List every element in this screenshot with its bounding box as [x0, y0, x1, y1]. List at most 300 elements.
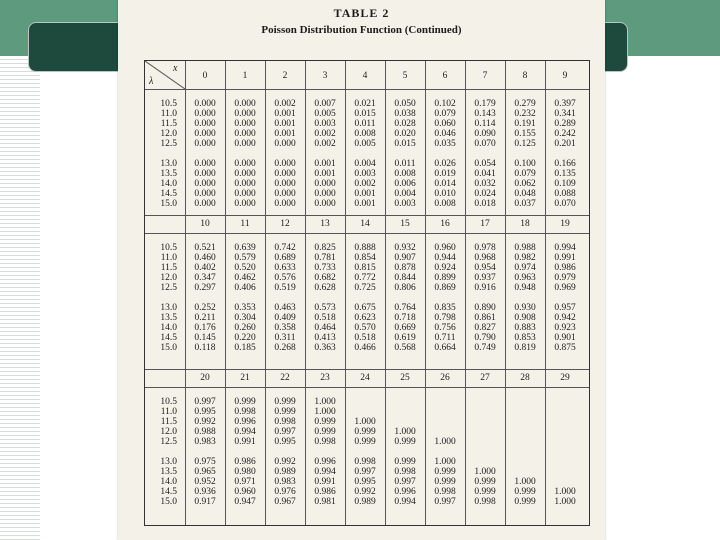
- table-cell: 0.998: [354, 457, 376, 467]
- table-cell: 0.997: [194, 397, 216, 407]
- lambda-label: 14.0: [160, 323, 177, 333]
- table-cell: 0.992: [274, 457, 296, 467]
- table-cell: 0.024: [474, 189, 496, 199]
- table-cell: 0.135: [554, 169, 576, 179]
- lambda-label: 15.0: [160, 199, 177, 209]
- table-cell: 0.114: [474, 119, 496, 129]
- table-cell: 0.021: [354, 99, 376, 109]
- table-cell: 0.000: [194, 189, 216, 199]
- x-header: 27: [480, 373, 490, 383]
- table-cell: 0.999: [314, 417, 336, 427]
- table-cell: 0.347: [194, 273, 216, 283]
- table-cell: 0.118: [194, 343, 216, 353]
- table-cell: 0.633: [274, 263, 296, 273]
- table-cell: 0.999: [274, 397, 296, 407]
- table-cell: 0.969: [554, 283, 576, 293]
- x-header: 19: [560, 219, 570, 229]
- table-cell: 0.968: [474, 253, 496, 263]
- table-cell: 0.806: [394, 283, 416, 293]
- lambda-label: 11.0: [160, 253, 177, 263]
- table-cell: 0.304: [234, 313, 256, 323]
- table-cell: 0.790: [474, 333, 496, 343]
- table-cell: 0.963: [514, 273, 536, 283]
- table-cell: 0.397: [554, 99, 576, 109]
- table-cell: 0.995: [274, 437, 296, 447]
- table-cell: 0.901: [554, 333, 576, 343]
- table-cell: 0.002: [354, 179, 376, 189]
- table-cell: 0.742: [274, 243, 296, 253]
- table-cell: 1.000: [514, 477, 536, 487]
- table-cell: 0.989: [354, 497, 376, 507]
- table-cell: 0.749: [474, 343, 496, 353]
- block-divider: [145, 215, 589, 216]
- table-cell: 0.000: [234, 159, 256, 169]
- table-cell: 0.981: [314, 497, 336, 507]
- table-cell: 0.100: [514, 159, 536, 169]
- table-cell: 0.000: [234, 179, 256, 189]
- lambda-label: 12.0: [160, 427, 177, 437]
- x-header: 5: [402, 71, 408, 81]
- x-header: 24: [360, 373, 370, 383]
- table-cell: 0.999: [474, 477, 496, 487]
- lambda-symbol: λ: [149, 76, 154, 87]
- table-cell: 0.413: [314, 333, 336, 343]
- x-header: 4: [362, 71, 368, 81]
- table-cell: 0.220: [234, 333, 256, 343]
- table-cell: 0.000: [234, 139, 256, 149]
- table-cell: 0.998: [314, 437, 336, 447]
- table-cell: 0.983: [194, 437, 216, 447]
- table-cell: 0.998: [274, 417, 296, 427]
- table-cell: 0.573: [314, 303, 336, 313]
- table-cell: 0.908: [514, 313, 536, 323]
- lambda-label: 14.5: [160, 189, 177, 199]
- table-cell: 0.268: [274, 343, 296, 353]
- table-cell: 1.000: [354, 417, 376, 427]
- table-cell: 0.279: [514, 99, 536, 109]
- table-cell: 0.960: [234, 487, 256, 497]
- table-cell: 0.917: [194, 497, 216, 507]
- table-cell: 0.998: [474, 497, 496, 507]
- x-header: 8: [522, 71, 528, 81]
- table-cell: 0.001: [274, 109, 296, 119]
- x-header: 15: [400, 219, 410, 229]
- table-cell: 0.179: [474, 99, 496, 109]
- table-cell: 0.997: [434, 497, 456, 507]
- table-cell: 0.932: [394, 243, 416, 253]
- table-cell: 0.001: [354, 199, 376, 209]
- table-cell: 0.001: [314, 169, 336, 179]
- table-cell: 0.462: [234, 273, 256, 283]
- table-cell: 0.005: [354, 139, 376, 149]
- x-header: 10: [200, 219, 210, 229]
- table-cell: 1.000: [314, 397, 336, 407]
- table-cell: 0.923: [554, 323, 576, 333]
- lambda-label: 11.0: [160, 109, 177, 119]
- lambda-label: 13.0: [160, 457, 177, 467]
- table-cell: 0.711: [434, 333, 456, 343]
- lambda-label: 10.5: [160, 243, 177, 253]
- table-cell: 0.996: [314, 457, 336, 467]
- table-cell: 0.999: [474, 487, 496, 497]
- table-cell: 0.001: [274, 119, 296, 129]
- x-symbol: x: [173, 63, 178, 74]
- table-cell: 0.999: [314, 427, 336, 437]
- table-cell: 0.001: [274, 129, 296, 139]
- table-cell: 0.924: [434, 263, 456, 273]
- table-cell: 0.861: [474, 313, 496, 323]
- x-header: 29: [560, 373, 570, 383]
- table-cell: 0.079: [514, 169, 536, 179]
- table-cell: 0.986: [314, 487, 336, 497]
- table-title: TABLE 2: [333, 6, 390, 20]
- table-cell: 0.639: [234, 243, 256, 253]
- x-header: 1: [242, 71, 248, 81]
- table-cell: 0.035: [434, 139, 456, 149]
- table-cell: 0.997: [354, 467, 376, 477]
- lambda-label: 11.0: [160, 407, 177, 417]
- table-cell: 0.989: [274, 467, 296, 477]
- table-cell: 0.070: [554, 199, 576, 209]
- table-cell: 0.260: [234, 323, 256, 333]
- lambda-label: 15.0: [160, 497, 177, 507]
- table-cell: 0.015: [394, 139, 416, 149]
- table-cell: 0.406: [234, 283, 256, 293]
- table-cell: 0.995: [194, 407, 216, 417]
- table-cell: 0.353: [234, 303, 256, 313]
- table-cell: 0.000: [234, 99, 256, 109]
- table-cell: 0.079: [434, 109, 456, 119]
- table-cell: 0.000: [194, 199, 216, 209]
- table-cell: 0.999: [354, 437, 376, 447]
- table-cell: 0.008: [394, 169, 416, 179]
- table-cell: 0.619: [394, 333, 416, 343]
- table-cell: 0.000: [274, 199, 296, 209]
- table-cell: 0.978: [474, 243, 496, 253]
- header-underline: [145, 89, 589, 90]
- table-cell: 0.155: [514, 129, 536, 139]
- table-cell: 0.986: [554, 263, 576, 273]
- lambda-label: 12.5: [160, 437, 177, 447]
- table-cell: 0.982: [514, 253, 536, 263]
- lambda-label: 12.0: [160, 273, 177, 283]
- table-cell: 0.869: [434, 283, 456, 293]
- table-cell: 0.003: [314, 119, 336, 129]
- lambda-label: 13.5: [160, 169, 177, 179]
- table-cell: 0.952: [194, 477, 216, 487]
- table-cell: 0.999: [234, 397, 256, 407]
- table-cell: 0.211: [194, 313, 216, 323]
- x-header: 0: [202, 71, 208, 81]
- table-cell: 0.519: [274, 283, 296, 293]
- table-cell: 0.000: [194, 179, 216, 189]
- lambda-label: 11.5: [160, 263, 177, 273]
- table-cell: 0.875: [554, 343, 576, 353]
- table-cell: 0.999: [394, 457, 416, 467]
- header-underline: [145, 233, 589, 234]
- lambda-label: 11.5: [160, 417, 177, 427]
- table-cell: 0.000: [194, 119, 216, 129]
- table-cell: 0.628: [314, 283, 336, 293]
- table-cell: 0.003: [354, 169, 376, 179]
- table-cell: 0.991: [554, 253, 576, 263]
- table-cell: 0.191: [514, 119, 536, 129]
- table-cell: 0.000: [234, 189, 256, 199]
- table-cell: 0.037: [514, 199, 536, 209]
- lambda-label: 12.5: [160, 139, 177, 149]
- table-cell: 0.682: [314, 273, 336, 283]
- table-cell: 0.014: [434, 179, 456, 189]
- table-cell: 0.815: [354, 263, 376, 273]
- table-cell: 0.999: [514, 487, 536, 497]
- table-cell: 0.002: [314, 129, 336, 139]
- table-cell: 0.669: [394, 323, 416, 333]
- table-cell: 1.000: [394, 427, 416, 437]
- table-cell: 0.002: [274, 99, 296, 109]
- table-cell: 0.733: [314, 263, 336, 273]
- table-cell: 0.363: [314, 343, 336, 353]
- x-header: 22: [280, 373, 290, 383]
- table-cell: 0.890: [474, 303, 496, 313]
- table-cell: 0.772: [354, 273, 376, 283]
- table-cell: 0.050: [394, 99, 416, 109]
- x-header: 13: [320, 219, 330, 229]
- table-cell: 0.992: [194, 417, 216, 427]
- table-cell: 0.006: [394, 179, 416, 189]
- table-cell: 0.007: [314, 99, 336, 109]
- table-cell: 0.003: [394, 199, 416, 209]
- table-cell: 0.997: [394, 477, 416, 487]
- table-cell: 0.967: [274, 497, 296, 507]
- table-cell: 0.232: [514, 109, 536, 119]
- table-cell: 0.825: [314, 243, 336, 253]
- table-cell: 0.992: [354, 487, 376, 497]
- table-cell: 0.125: [514, 139, 536, 149]
- table-cell: 0.819: [514, 343, 536, 353]
- table-cell: 0.994: [394, 497, 416, 507]
- table-cell: 0.102: [434, 99, 456, 109]
- table-cell: 0.000: [234, 129, 256, 139]
- table-cell: 0.000: [194, 109, 216, 119]
- table-cell: 0.000: [234, 119, 256, 129]
- table-cell: 0.001: [314, 159, 336, 169]
- table-cell: 0.916: [474, 283, 496, 293]
- table-cell: 0.010: [434, 189, 456, 199]
- table-cell: 0.689: [274, 253, 296, 263]
- table-cell: 0.166: [554, 159, 576, 169]
- table-cell: 0.000: [274, 169, 296, 179]
- table-cell: 1.000: [554, 487, 576, 497]
- table-cell: 1.000: [474, 467, 496, 477]
- poisson-table: [144, 60, 590, 526]
- table-cell: 0.975: [194, 457, 216, 467]
- table-cell: 0.980: [234, 467, 256, 477]
- table-cell: 0.835: [434, 303, 456, 313]
- x-header: 2: [282, 71, 288, 81]
- table-cell: 0.976: [274, 487, 296, 497]
- table-cell: 0.960: [434, 243, 456, 253]
- table-cell: 0.000: [194, 99, 216, 109]
- table-cell: 0.937: [474, 273, 496, 283]
- table-cell: 0.145: [194, 333, 216, 343]
- table-cell: 0.994: [234, 427, 256, 437]
- table-cell: 0.995: [354, 477, 376, 487]
- table-cell: 0.947: [234, 497, 256, 507]
- x-header: 17: [480, 219, 490, 229]
- table-cell: 0.979: [554, 273, 576, 283]
- table-cell: 0.853: [514, 333, 536, 343]
- table-cell: 0.004: [354, 159, 376, 169]
- table-cell: 0.402: [194, 263, 216, 273]
- scanned-table-page: [118, 0, 605, 540]
- table-cell: 0.011: [394, 159, 416, 169]
- lambda-label: 14.5: [160, 333, 177, 343]
- table-cell: 0.000: [314, 189, 336, 199]
- table-cell: 0.520: [234, 263, 256, 273]
- lambda-label: 12.5: [160, 283, 177, 293]
- table-cell: 0.998: [394, 467, 416, 477]
- table-cell: 1.000: [554, 497, 576, 507]
- lambda-label: 15.0: [160, 343, 177, 353]
- table-cell: 0.957: [554, 303, 576, 313]
- table-cell: 0.048: [514, 189, 536, 199]
- table-cell: 0.000: [194, 169, 216, 179]
- table-cell: 0.000: [274, 179, 296, 189]
- x-header: 23: [320, 373, 330, 383]
- table-cell: 0.936: [194, 487, 216, 497]
- lambda-label: 13.0: [160, 159, 177, 169]
- lambda-label: 12.0: [160, 129, 177, 139]
- x-header: 16: [440, 219, 450, 229]
- x-header: 26: [440, 373, 450, 383]
- table-cell: 0.988: [194, 427, 216, 437]
- table-cell: 0.888: [354, 243, 376, 253]
- table-cell: 0.997: [274, 427, 296, 437]
- table-cell: 0.623: [354, 313, 376, 323]
- table-cell: 0.000: [234, 109, 256, 119]
- x-header: 9: [562, 71, 568, 81]
- lambda-label: 13.5: [160, 313, 177, 323]
- table-cell: 0.201: [554, 139, 576, 149]
- table-cell: 0.046: [434, 129, 456, 139]
- table-cell: 0.463: [274, 303, 296, 313]
- table-cell: 0.088: [554, 189, 576, 199]
- lambda-label: 13.0: [160, 303, 177, 313]
- table-cell: 0.998: [434, 487, 456, 497]
- table-cell: 0.999: [274, 407, 296, 417]
- lambda-label: 14.5: [160, 487, 177, 497]
- table-cell: 0.999: [434, 477, 456, 487]
- table-cell: 0.020: [394, 129, 416, 139]
- table-cell: 0.999: [434, 467, 456, 477]
- table-cell: 0.907: [394, 253, 416, 263]
- x-header: 6: [442, 71, 448, 81]
- table-cell: 0.971: [234, 477, 256, 487]
- table-subtitle: Poisson Distribution Function (Continued): [261, 24, 462, 36]
- table-cell: 0.018: [474, 199, 496, 209]
- table-cell: 0.994: [314, 467, 336, 477]
- table-cell: 0.570: [354, 323, 376, 333]
- table-cell: 0.311: [274, 333, 296, 343]
- table-cell: 0.942: [554, 313, 576, 323]
- x-header: 3: [322, 71, 328, 81]
- table-cell: 0.008: [434, 199, 456, 209]
- table-cell: 0.001: [354, 189, 376, 199]
- table-cell: 0.000: [274, 159, 296, 169]
- table-cell: 0.781: [314, 253, 336, 263]
- table-cell: 0.998: [234, 407, 256, 417]
- table-cell: 0.000: [274, 189, 296, 199]
- table-cell: 0.844: [394, 273, 416, 283]
- table-cell: 0.000: [194, 129, 216, 139]
- x-header: 21: [240, 373, 250, 383]
- table-cell: 0.798: [434, 313, 456, 323]
- table-cell: 0.983: [274, 477, 296, 487]
- table-cell: 0.015: [354, 109, 376, 119]
- lambda-label: 11.5: [160, 119, 177, 129]
- block-divider: [145, 369, 589, 370]
- table-cell: 0.994: [554, 243, 576, 253]
- table-cell: 0.944: [434, 253, 456, 263]
- table-cell: 0.090: [474, 129, 496, 139]
- x-header: 18: [520, 219, 530, 229]
- x-header: 14: [360, 219, 370, 229]
- table-cell: 0.070: [474, 139, 496, 149]
- table-cell: 0.038: [394, 109, 416, 119]
- table-cell: 0.289: [554, 119, 576, 129]
- table-cell: 0.965: [194, 467, 216, 477]
- table-cell: 0.143: [474, 109, 496, 119]
- table-cell: 0.718: [394, 313, 416, 323]
- table-cell: 1.000: [434, 437, 456, 447]
- table-cell: 0.948: [514, 283, 536, 293]
- table-cell: 0.000: [194, 139, 216, 149]
- table-cell: 0.464: [314, 323, 336, 333]
- table-cell: 0.297: [194, 283, 216, 293]
- lambda-label: 14.0: [160, 179, 177, 189]
- table-cell: 0.341: [554, 109, 576, 119]
- x-header: 20: [200, 373, 210, 383]
- table-cell: 0.999: [394, 437, 416, 447]
- table-cell: 0.000: [314, 179, 336, 189]
- table-cell: 0.986: [234, 457, 256, 467]
- table-cell: 0.576: [274, 273, 296, 283]
- header-underline: [145, 387, 589, 388]
- table-cell: 0.854: [354, 253, 376, 263]
- table-cell: 0.409: [274, 313, 296, 323]
- table-cell: 0.176: [194, 323, 216, 333]
- table-cell: 0.518: [354, 333, 376, 343]
- table-cell: 0.019: [434, 169, 456, 179]
- table-cell: 0.899: [434, 273, 456, 283]
- x-header: 11: [240, 219, 250, 229]
- table-cell: 0.011: [354, 119, 376, 129]
- table-cell: 0.000: [234, 169, 256, 179]
- table-cell: 0.999: [514, 497, 536, 507]
- table-cell: 0.008: [354, 129, 376, 139]
- table-cell: 1.000: [434, 457, 456, 467]
- table-cell: 0.005: [314, 109, 336, 119]
- table-cell: 0.878: [394, 263, 416, 273]
- table-cell: 0.032: [474, 179, 496, 189]
- table-cell: 0.000: [274, 139, 296, 149]
- table-cell: 1.000: [314, 407, 336, 417]
- table-cell: 0.999: [354, 427, 376, 437]
- table-cell: 0.954: [474, 263, 496, 273]
- x-header: 12: [280, 219, 290, 229]
- lambda-label: 13.5: [160, 467, 177, 477]
- table-cell: 0.028: [394, 119, 416, 129]
